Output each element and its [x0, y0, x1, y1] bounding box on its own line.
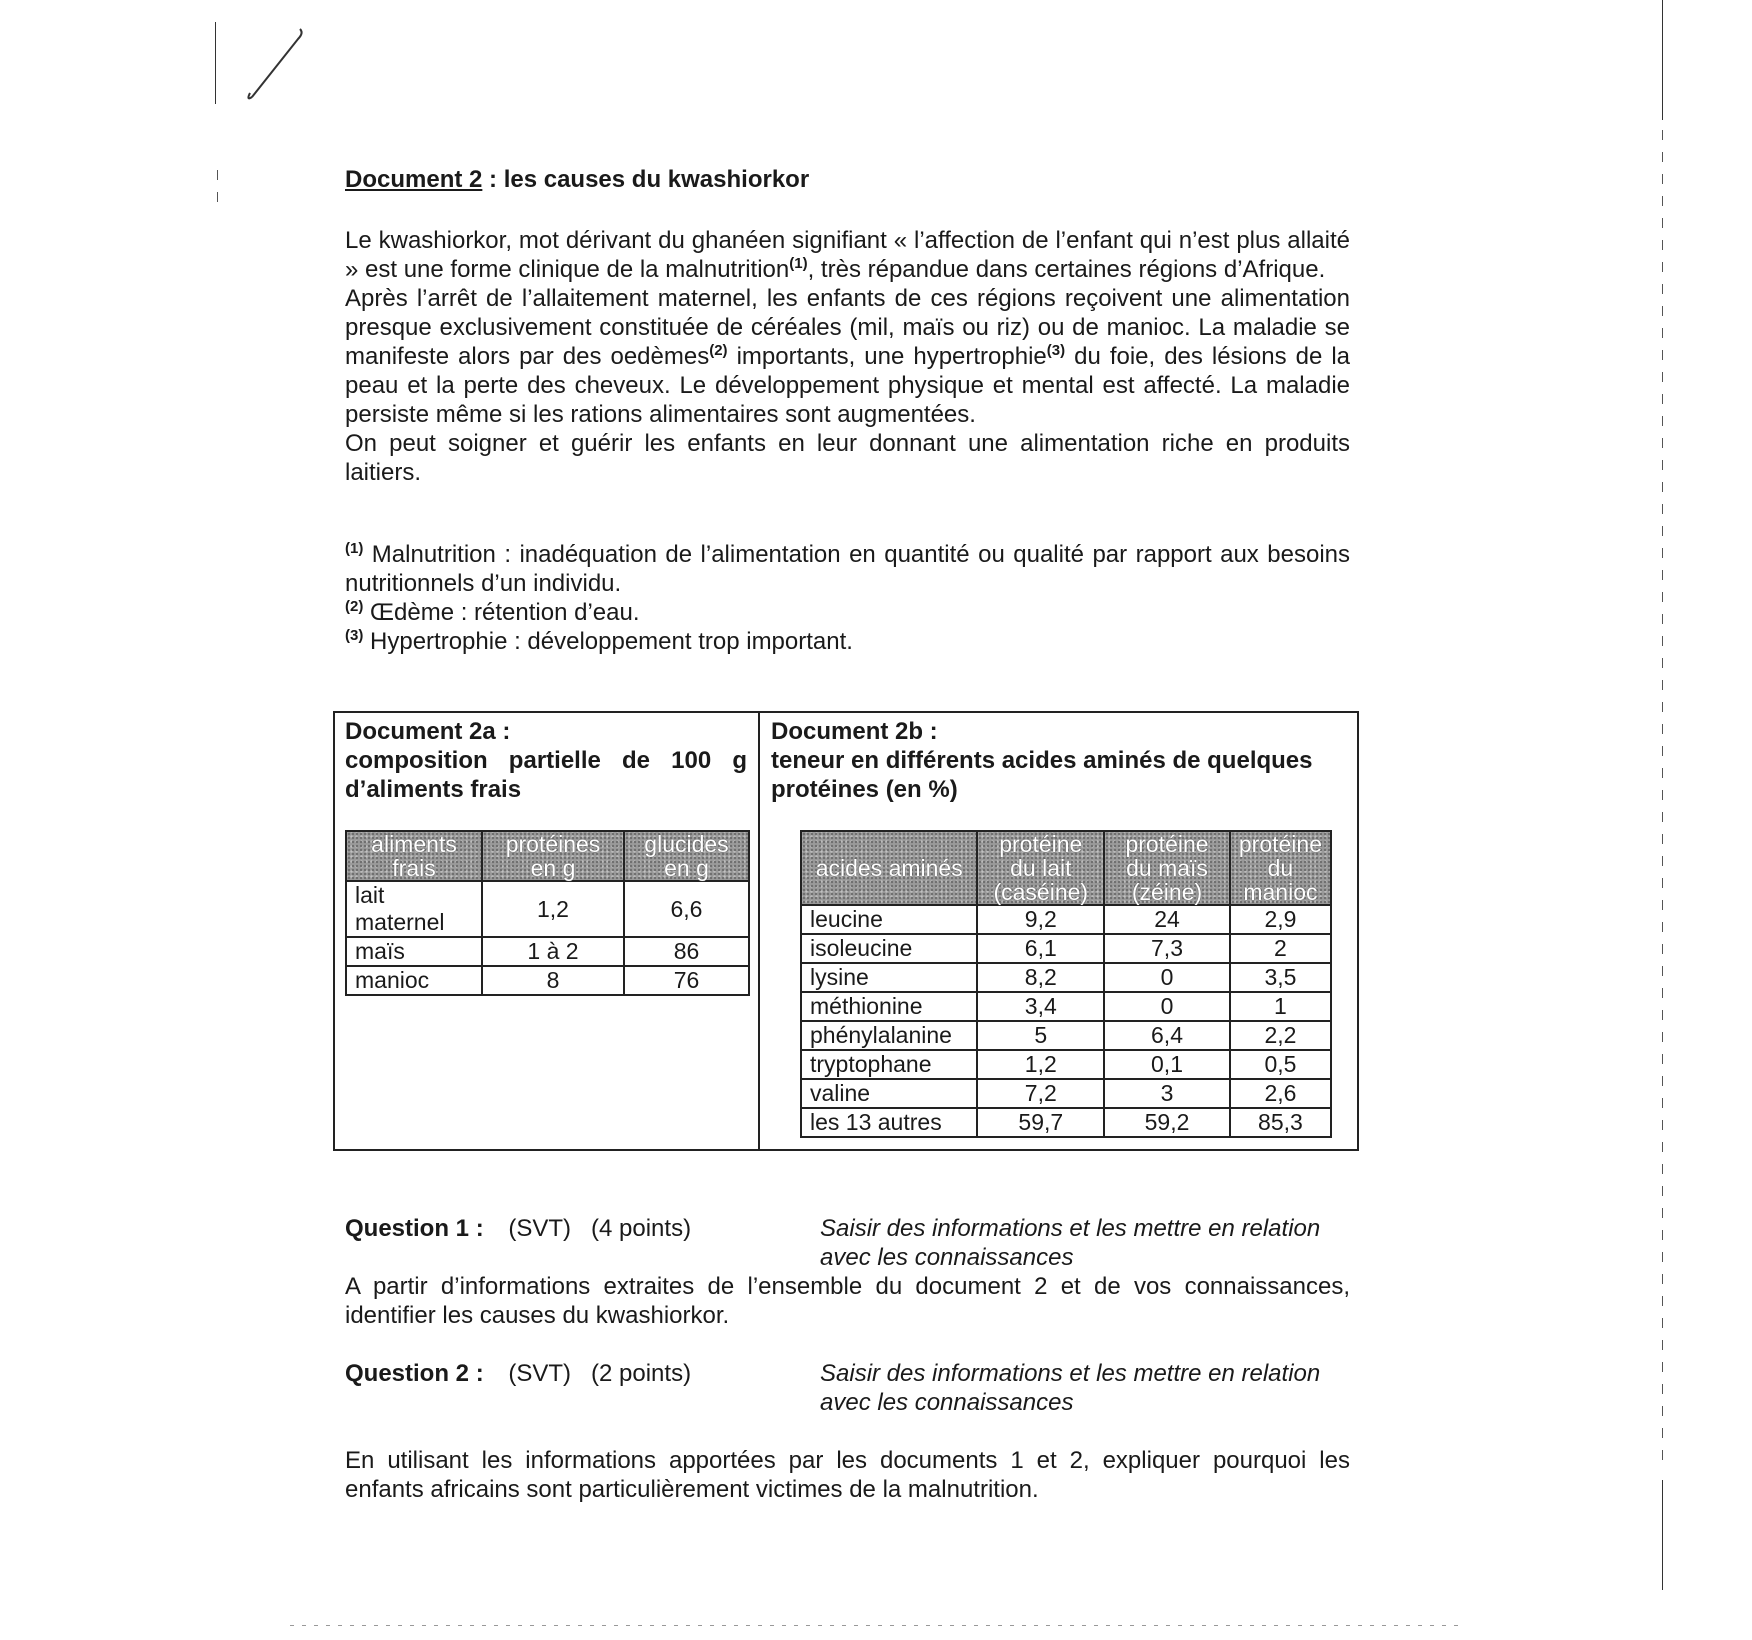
table-row — [346, 937, 749, 966]
doc2b-cell-amino-acid: tryptophane — [801, 1050, 977, 1079]
doc2b-cell-manioc: 2,9 — [1230, 905, 1331, 934]
table-row — [346, 881, 749, 937]
doc2b-header-row — [801, 831, 1331, 905]
doc2a-cell-food: maïs — [346, 937, 482, 966]
doc2b-cell-caseine: 9,2 — [977, 905, 1104, 934]
doc2b-title-line-1: Document 2b : — [771, 718, 938, 745]
intro-text — [345, 226, 1350, 487]
doc2b-header-acides: acides aminés — [801, 831, 977, 905]
footnote-ref-2: (2) — [709, 342, 728, 359]
doc2b-cell-caseine: 3,4 — [977, 992, 1104, 1021]
doc2b-cell-zeine: 0 — [1104, 963, 1230, 992]
doc2a-cell-food: lait maternel — [346, 881, 482, 937]
footnote-3-text: Hypertrophie : développement trop important. — [363, 628, 853, 655]
question-2-text: En utilisant les informations apportées par les documents 1 et 2, expliquer pourquoi les enfants africains sont particulièrement victimes de la malnutrition. — [345, 1447, 1350, 1503]
doc2a-cell-glucides: 6,6 — [624, 881, 749, 937]
question-2 — [345, 1359, 1350, 1504]
table-row — [801, 934, 1331, 963]
footnote-1-mark: (1) — [345, 540, 364, 557]
doc2a-cell-proteins: 1,2 — [482, 881, 624, 937]
doc2b-cell-caseine: 7,2 — [977, 1079, 1104, 1108]
question-2-hint-row — [345, 1388, 1350, 1417]
footnote-2-mark: (2) — [345, 598, 364, 615]
doc2a-title-line-1: Document 2a : — [345, 718, 511, 745]
doc2b-cell-manioc: 2,2 — [1230, 1021, 1331, 1050]
table-row — [801, 992, 1331, 1021]
question-1-hint-row — [345, 1243, 1350, 1272]
question-1-label: Question 1 : — [345, 1215, 484, 1242]
question-1 — [345, 1214, 1350, 1330]
footnote-2-text: Œdème : rétention d’eau. — [363, 599, 640, 626]
doc2b-header-zeine: protéine du maïs (zéine) — [1104, 831, 1230, 905]
doc2b-header-manioc: protéine du manioc — [1230, 831, 1331, 905]
doc2b-cell-manioc: 2 — [1230, 934, 1331, 963]
doc2b-cell-caseine: 6,1 — [977, 934, 1104, 963]
doc2b-cell-amino-acid: isoleucine — [801, 934, 977, 963]
question-1-header — [345, 1214, 1350, 1243]
table-row — [801, 1108, 1331, 1137]
footnote-ref-3: (3) — [1046, 342, 1066, 359]
documents-2a-2b-box — [333, 711, 1359, 1151]
doc2a-cell-glucides: 76 — [624, 966, 749, 995]
doc2a-header-glucides: glucides en g — [624, 831, 749, 881]
table-row — [801, 1079, 1331, 1108]
footnote-3 — [345, 627, 1350, 656]
doc2b-cell-zeine: 3 — [1104, 1079, 1230, 1108]
doc2b-title — [771, 717, 1351, 804]
intro-p2-b: importants, une hypertrophie — [727, 343, 1047, 370]
intro-p1-b: , très répandue dans certaines régions d’Afrique. — [807, 256, 1326, 283]
right-margin-line — [1662, 0, 1663, 120]
doc2b-cell-amino-acid: lysine — [801, 963, 977, 992]
left-margin-line — [215, 22, 216, 104]
footnotes — [345, 540, 1350, 656]
document-title-label: Document 2 — [345, 166, 483, 193]
doc2b-cell-zeine: 7,3 — [1104, 934, 1230, 963]
doc2b-cell-manioc: 2,6 — [1230, 1079, 1331, 1108]
doc2a-cell-proteins: 1 à 2 — [482, 937, 624, 966]
right-margin-line-bottom — [1662, 1480, 1663, 1590]
doc2a-header-aliments: aliments frais — [346, 831, 482, 881]
doc2b-title-line-3: protéines (en %) — [771, 776, 958, 803]
left-margin-dashes — [217, 170, 218, 210]
question-2-label: Question 2 : — [345, 1360, 484, 1387]
doc2b-cell-amino-acid: phénylalanine — [801, 1021, 977, 1050]
footnote-3-mark: (3) — [345, 627, 364, 644]
doc2b-cell-caseine: 5 — [977, 1021, 1104, 1050]
doc2a-title-line-3: d’aliments frais — [345, 776, 522, 803]
box-divider — [758, 713, 760, 1149]
footnote-1-text: Malnutrition : inadéquation de l’alimentation en quantité ou qualité par rapport aux besoins nutritionnels d’un individu. — [345, 541, 1350, 597]
doc2b-cell-manioc: 0,5 — [1230, 1050, 1331, 1079]
table-row — [346, 966, 749, 995]
document-title — [345, 165, 809, 194]
table-row — [801, 1050, 1331, 1079]
bottom-scan-noise — [290, 1625, 1460, 1626]
question-2-header — [345, 1359, 1350, 1388]
doc2b-cell-caseine: 8,2 — [977, 963, 1104, 992]
intro-p1-a: Le kwashiorkor, mot dérivant du ghanéen signifiant « l’affection de l’enfant qui n’est plus allaité » est une forme clinique de la malnutrition — [345, 227, 1350, 283]
question-2-meta: (SVT) (2 points) — [508, 1360, 692, 1387]
document-title-rest: : les causes du kwashiorkor — [482, 166, 810, 193]
doc2b-cell-amino-acid: valine — [801, 1079, 977, 1108]
doc2a-title — [345, 717, 747, 804]
doc2b-cell-amino-acid: les 13 autres — [801, 1108, 977, 1137]
question-1-text: A partir d’informations extraites de l’ensemble du document 2 et de vos connaissances, identifier les causes du kwashiorkor. — [345, 1273, 1350, 1329]
intro-paragraph-2 — [345, 284, 1350, 429]
doc2a-table — [345, 830, 750, 996]
footnote-1 — [345, 540, 1350, 598]
doc2b-header-caseine: protéine du lait (caséine) — [977, 831, 1104, 905]
doc2b-cell-amino-acid: leucine — [801, 905, 977, 934]
table-row — [801, 1021, 1331, 1050]
doc2b-cell-zeine: 0 — [1104, 992, 1230, 1021]
question-1-hint-line-1: Saisir des informations et les mettre en relation — [820, 1215, 1321, 1242]
doc2b-cell-manioc: 3,5 — [1230, 963, 1331, 992]
doc2b-cell-zeine: 0,1 — [1104, 1050, 1230, 1079]
question-1-hint-line-2: avec les connaissances — [820, 1244, 1074, 1271]
right-margin-dashes — [1662, 130, 1663, 1470]
doc2b-title-line-2: teneur en différents acides aminés de quelques — [771, 747, 1313, 774]
doc2a-cell-food: manioc — [346, 966, 482, 995]
question-2-hint-line-1: Saisir des informations et les mettre en relation — [820, 1360, 1321, 1387]
footnote-ref-1: (1) — [789, 255, 808, 272]
doc2a-title-line-2: composition partielle de 100 g — [345, 747, 747, 774]
question-1-meta: (SVT) (4 points) — [508, 1215, 692, 1242]
doc2b-cell-manioc: 85,3 — [1230, 1108, 1331, 1137]
doc2b-cell-caseine: 59,7 — [977, 1108, 1104, 1137]
doc2b-cell-zeine: 24 — [1104, 905, 1230, 934]
doc2a-cell-glucides: 86 — [624, 937, 749, 966]
doc2a-header-row — [346, 831, 749, 881]
question-2-hint-line-2: avec les connaissances — [820, 1389, 1074, 1416]
table-row — [801, 963, 1331, 992]
intro-p2-a: Après l’arrêt de l’allaitement maternel, les enfants de ces régions reçoivent une alimentation presque exclusivement constituée de céréales (mil, maïs ou riz) ou de manioc. La maladie se manifeste alors par des oedèmes — [345, 285, 1350, 370]
intro-paragraph-1 — [345, 226, 1350, 284]
table-row — [801, 905, 1331, 934]
pen-mark-icon — [240, 25, 310, 105]
doc2b-cell-manioc: 1 — [1230, 992, 1331, 1021]
doc2a-header-proteines: protéines en g — [482, 831, 624, 881]
footnote-2 — [345, 598, 1350, 627]
doc2b-table — [800, 830, 1332, 1138]
intro-paragraph-3: On peut soigner et guérir les enfants en leur donnant une alimentation riche en produits laitiers. — [345, 430, 1350, 486]
doc2b-cell-zeine: 59,2 — [1104, 1108, 1230, 1137]
doc2b-cell-zeine: 6,4 — [1104, 1021, 1230, 1050]
doc2a-cell-proteins: 8 — [482, 966, 624, 995]
doc2b-cell-amino-acid: méthionine — [801, 992, 977, 1021]
doc2b-cell-caseine: 1,2 — [977, 1050, 1104, 1079]
intro-p2-c: du foie, des lésions de la peau et la perte des cheveux. Le développement physique et mental est affecté. La maladie persiste même si les rations alimentaires sont augmentées. — [345, 343, 1350, 428]
